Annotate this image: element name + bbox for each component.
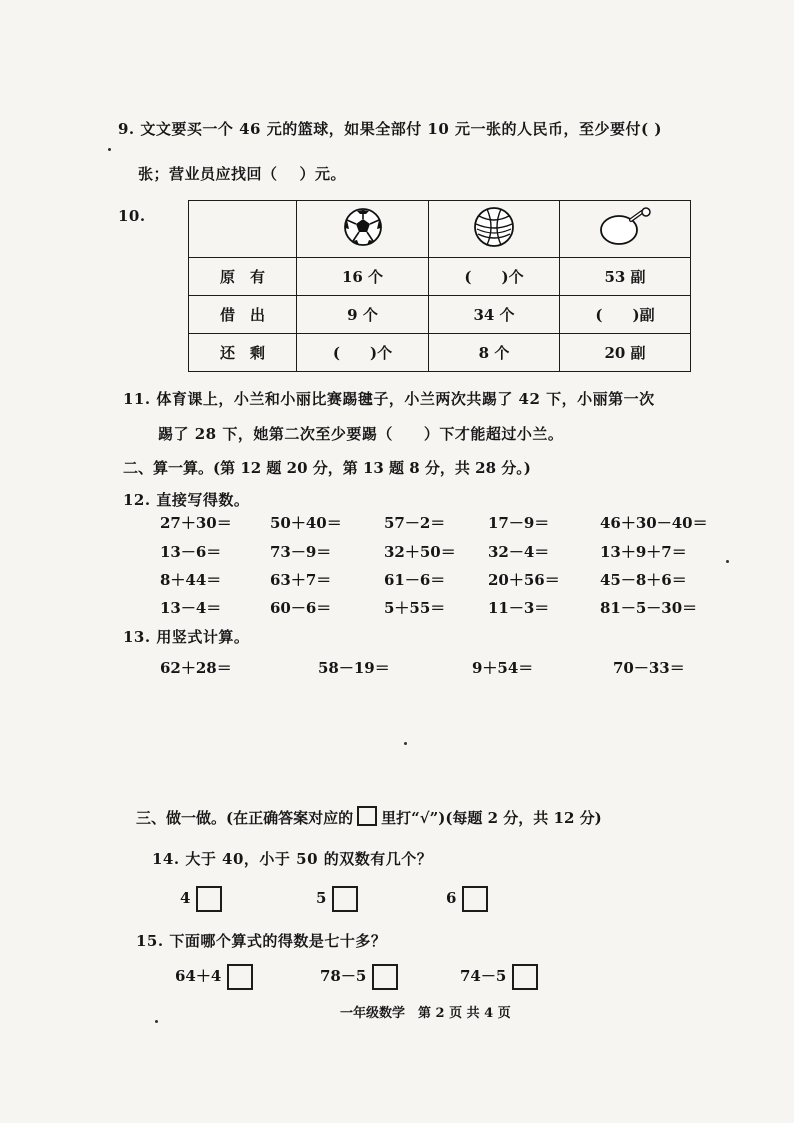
calc-item: 61－6＝ — [384, 571, 446, 589]
table-cell: ( )个 — [429, 258, 560, 296]
row-label: 还 剩 — [189, 334, 297, 372]
q9-text-b: ）元。 — [299, 165, 347, 183]
calc-item: 46＋30－40＝ — [600, 514, 708, 532]
option-label: 6 — [446, 889, 457, 907]
q15-option-c — [460, 964, 538, 990]
question-12-title: 12. 直接写得数。 — [123, 491, 250, 509]
answer-checkbox[interactable] — [462, 886, 488, 912]
q14-option-c — [446, 886, 488, 912]
calc-item: 13－4＝ — [160, 599, 222, 617]
option-label: 78－5 — [320, 967, 367, 985]
basketball-icon — [473, 234, 515, 252]
calc-item: 73－9＝ — [270, 543, 332, 561]
calc-item: 27＋30＝ — [160, 514, 232, 532]
answer-checkbox[interactable] — [196, 886, 222, 912]
question-9-line2 — [138, 163, 346, 184]
option-label: 74－5 — [460, 967, 507, 985]
calc-item: 32－4＝ — [488, 543, 550, 561]
calc-item: 57－2＝ — [384, 514, 446, 532]
vertical-calc-item: 62＋28＝ — [160, 659, 232, 677]
q14-option-a — [180, 886, 222, 912]
question-11-line2: 踢了 28 下，她第二次至少要踢（ ）下才能超过小兰。 — [158, 425, 564, 443]
table-header-row — [189, 201, 691, 258]
calc-item: 63＋7＝ — [270, 571, 332, 589]
calc-item: 60－6＝ — [270, 599, 332, 617]
table-cell: 8 个 — [429, 334, 560, 372]
table-row — [189, 258, 691, 296]
row-label: 借 出 — [189, 296, 297, 334]
row-label: 原 有 — [189, 258, 297, 296]
question-10-table — [188, 200, 691, 372]
table-cell: 16 个 — [297, 258, 429, 296]
calc-item: 32＋50＝ — [384, 543, 456, 561]
option-label: 5 — [316, 889, 327, 907]
vertical-calc-item: 58－19＝ — [318, 659, 390, 677]
page-footer: 一年级数学 第 2 页 共 4 页 — [340, 1006, 511, 1021]
answer-checkbox[interactable] — [332, 886, 358, 912]
table-header-cell — [429, 201, 560, 258]
soccer-ball-icon — [343, 233, 383, 251]
calc-item: 81－5－30＝ — [600, 599, 698, 617]
scan-speck — [726, 560, 729, 563]
answer-checkbox[interactable] — [512, 964, 538, 990]
q15-option-b — [320, 964, 398, 990]
calc-item: 5＋55＝ — [384, 599, 446, 617]
vertical-calc-item: 9＋54＝ — [472, 659, 534, 677]
section-3-title-a: 三、做一做。(在正确答案对应的 — [136, 809, 354, 827]
calc-item: 20＋56＝ — [488, 571, 560, 589]
calc-item: 8＋44＝ — [160, 571, 222, 589]
calc-item: 50＋40＝ — [270, 514, 342, 532]
scan-speck — [404, 742, 407, 745]
table-corner-cell — [189, 201, 297, 258]
calc-item: 45－8＋6＝ — [600, 571, 687, 589]
question-15-title: 15. 下面哪个算式的得数是七十多？ — [136, 932, 387, 950]
answer-checkbox[interactable] — [372, 964, 398, 990]
table-header-cell — [297, 201, 429, 258]
scan-speck — [155, 1020, 158, 1023]
ping-pong-paddle-icon — [597, 234, 653, 252]
vertical-calc-item: 70－33＝ — [613, 659, 685, 677]
option-label: 4 — [180, 889, 191, 907]
section-2-title: 二、算一算。(第 12 题 20 分，第 13 题 8 分，共 28 分。) — [123, 459, 531, 477]
table-row — [189, 296, 691, 334]
answer-checkbox[interactable] — [227, 964, 253, 990]
q9-text-a: 张；营业员应找回（ — [138, 165, 278, 183]
section-3-title — [136, 806, 602, 828]
table-cell: ( )个 — [297, 334, 429, 372]
question-13-title: 13. 用竖式计算。 — [123, 628, 250, 646]
scan-speck — [108, 148, 111, 151]
question-10-number: 10. — [118, 207, 146, 225]
table-cell: 20 副 — [560, 334, 691, 372]
table-cell: ( )副 — [560, 296, 691, 334]
calc-item: 13－6＝ — [160, 543, 222, 561]
question-9-line1: 9. 文文要买一个 46 元的篮球，如果全部付 10 元一张的人民币，至少要付( ) — [118, 120, 662, 138]
calc-item: 17－9＝ — [488, 514, 550, 532]
q14-option-b — [316, 886, 358, 912]
table-cell: 53 副 — [560, 258, 691, 296]
calc-item: 11－3＝ — [488, 599, 550, 617]
q15-option-a — [175, 964, 253, 990]
option-label: 64＋4 — [175, 967, 222, 985]
table-row — [189, 334, 691, 372]
checkbox-icon — [357, 806, 377, 826]
section-3-title-b: 里打“√”)(每题 2 分，共 12 分) — [381, 809, 602, 827]
table-cell: 9 个 — [297, 296, 429, 334]
table-header-cell — [560, 201, 691, 258]
calc-item: 13＋9＋7＝ — [600, 543, 687, 561]
question-14-title: 14. 大于 40，小于 50 的双数有几个？ — [152, 850, 433, 868]
question-11-line1: 11. 体育课上，小兰和小丽比赛踢毽子，小兰两次共踢了 42 下，小丽第一次 — [123, 390, 655, 408]
table-cell: 34 个 — [429, 296, 560, 334]
